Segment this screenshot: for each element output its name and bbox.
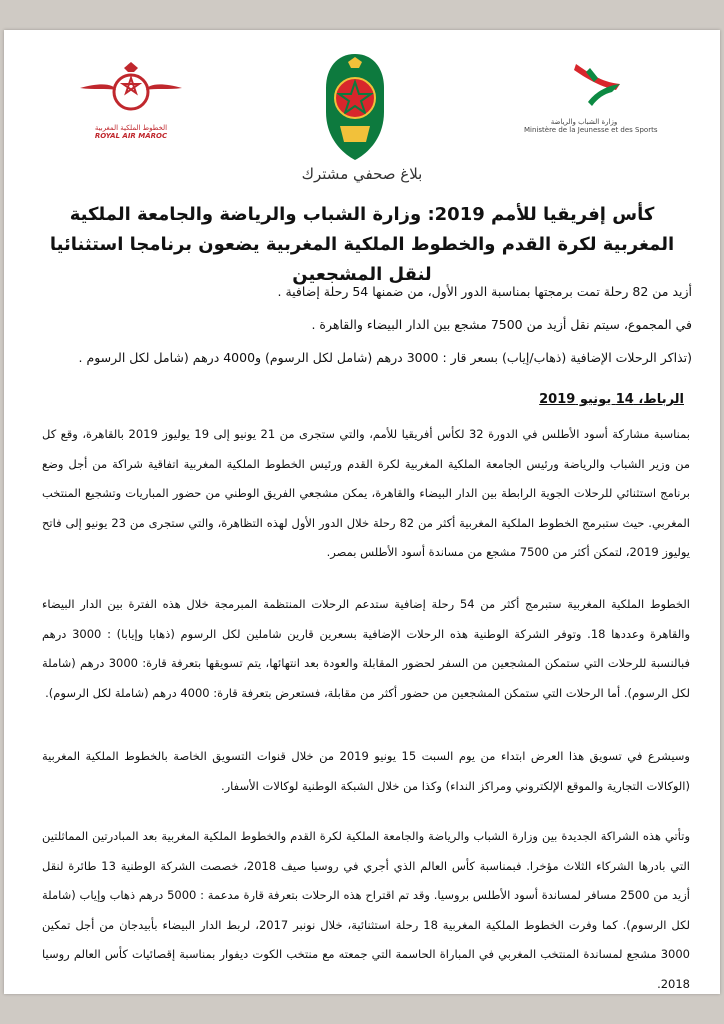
paragraph-text: بمناسبة مشاركة أسود الأطلس في الدورة 32 لكأس أفريقيا للأمم، والتي ستجرى من 21 يونيو إلى 19 يوليوز 2019 بالقاهرة، وقع كل من وزير الشباب والرياضة ورئيس الجامعة الملكية المغربية لكرة القدم ورئيس الخطوط الملكية المغربية اتفاقية شراكة من أجل وضع برنامج استثنائي للرحلات الجوية الرابطة بين الدار البيضاء والقاهرة، يمكن مشجعي الفريق الوطني من حضور المباريات وتشجيع المنتخب المغربي. حيث ستبرمج الخطوط الملكية المغربية أكثر من 82 رحلة خلال الدور الأول لهذه التظاهرة، والتي ستجرى من 23 يونيو إلى فاتح يوليوز 2019، لتمكن أكثر من 7500 مشجع من مساندة أسود الأطلس بمصر. bbox=[42, 427, 690, 559]
paragraph-text: وسيشرع في تسويق هذا العرض ابتداء من يوم السبت 15 يونيو 2019 من خلال قنوات التسويق الخاصة بالخطوط الملكية المغربية (الوكالات التجارية والموقع الإلكتروني ومراكز النداء) وكذا من خلال الشبكة الوطنية لوكالات الأسفار. bbox=[42, 749, 690, 793]
body-paragraph bbox=[42, 590, 690, 708]
summary-bullet: (تذاكر الرحلات الإضافية (ذهاب/إياب) بسعر قار : 3000 درهم (شامل لكل الرسوم) و4000 درهم (شامل لكل الرسوم . bbox=[78, 350, 692, 365]
ministry-caption-fr: Ministère de la Jeunesse et des Sports bbox=[524, 126, 658, 134]
summary-bullet: في المجموع، سيتم نقل أزيد من 7500 مشجع بين الدار البيضاء والقاهرة . bbox=[311, 317, 692, 332]
ministry-emblem-icon bbox=[524, 58, 644, 114]
headline: كأس إفريقيا للأمم 2019: وزارة الشباب والرياضة والجامعة الملكية المغربية لكرة القدم والخطوط الملكية المغربية يضعون برنامجا استثنائيا لنقل المشجعين bbox=[49, 204, 675, 285]
summary-bullets bbox=[40, 275, 692, 374]
paragraph-text: وتأتي هذه الشراكة الجديدة بين وزارة الشباب والرياضة والجامعة الملكية لكرة القدم والخطوط الملكية المغربية بعد المبادرتين المماثلتين التي بادرها الشركاء الثلاث مؤخرا. فبمناسبة كأس العالم الذي أجري في روسيا صيف 2018، خصصت الشركة الوطنية 13 طائرة لنقل أزيد من 2500 مسافر لمساندة أسود الأطلس بروسيا. وقد تم اقتراح هذه الرحلات بتعرفة قارة مدعمة : 5000 درهم ذهاب وإياب (شاملة لكل الرسوم). كما وفرت الخطوط الملكية المغربية 18 رحلة استثنائية، خلال نونبر 2017، لربط الدار البيضاء بأبيدجان من أجل تمكين 3000 مشجع لمساندة المنتخب المغربي في المباراة الحاسمة التي جمعته مع منتخب الكوت ديفوار بمناسبة إقصائيات كأس العالم روسيا 2018. bbox=[42, 829, 690, 991]
ministry-logo bbox=[524, 58, 658, 148]
royal-air-maroc-logo bbox=[76, 58, 186, 148]
document-type-label: بلاغ صحفي مشترك bbox=[301, 165, 423, 183]
frmf-crest bbox=[324, 52, 386, 162]
ram-caption-ar: الخطوط الملكية المغربية bbox=[94, 124, 168, 132]
document-page bbox=[4, 30, 720, 994]
ministry-caption-ar: وزارة الشباب والرياضة bbox=[550, 118, 618, 126]
body-paragraph bbox=[42, 420, 690, 568]
paragraph-text: الخطوط الملكية المغربية ستبرمج أكثر من 54 رحلة إضافية ستدعم الرحلات المنتظمة المبرمجة خلال هذه الفترة بين الدار البيضاء والقاهرة وعددها 18. وتوفر الشركة الوطنية هذه الرحلات الإضافية بسعرين قارين شاملين لكل الرسوم (ذهابا وإيابا) : 3000 درهم فبالنسبة للرحلات التي ستمكن المشجعين من السفر لحضور المقابلة والعودة بعد انتهائها، يتم تسويقها بتعرفة قارة: 3000 درهم (شاملة لكل الرسوم). أما الرحلات التي ستمكن المشجعين من حضور أكثر من مقابلة، فستعرض بتعرفة قارة: 4000 درهم (شاملة لكل الرسوم). bbox=[42, 597, 690, 700]
dateline: الرباط، 14 يونيو 2019 bbox=[539, 392, 684, 407]
summary-bullet: أزيد من 82 رحلة تمت برمجتها بمناسبة الدور الأول، من ضمنها 54 رحلة إضافية . bbox=[277, 284, 692, 299]
ram-emblem-icon bbox=[76, 58, 186, 120]
body-paragraph bbox=[42, 822, 690, 994]
body-paragraph bbox=[42, 742, 690, 801]
ram-caption-fr: ROYAL AIR MAROC bbox=[94, 132, 168, 140]
frmf-crest-icon bbox=[324, 52, 386, 162]
